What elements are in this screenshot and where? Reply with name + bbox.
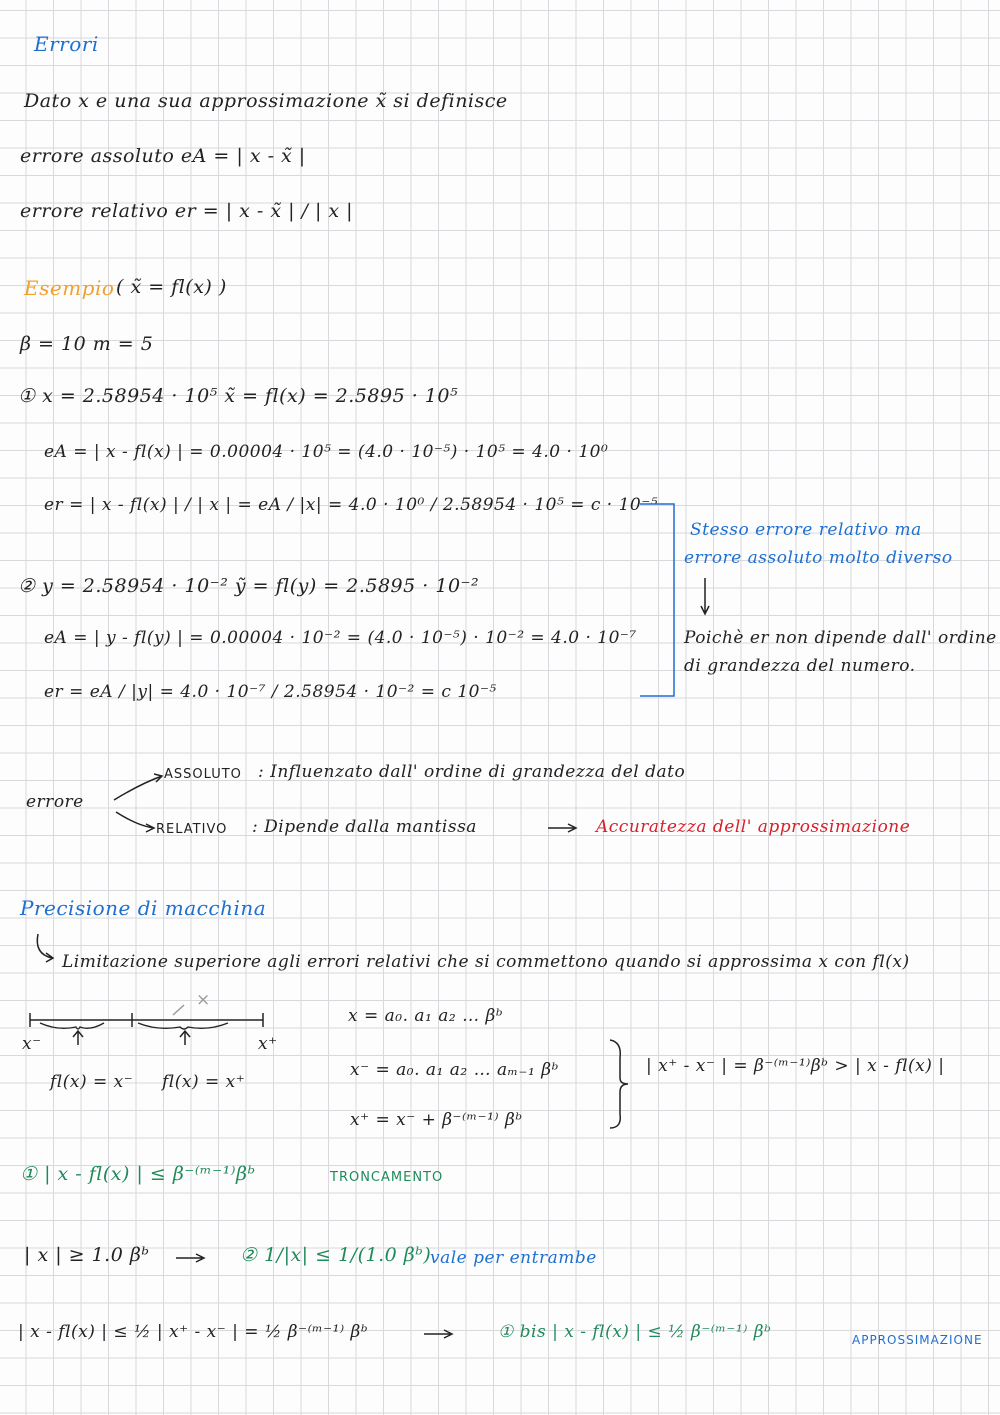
axis-xplus: x⁺ (258, 1034, 278, 1054)
troncamento-eq: ① | x - fl(x) | ≤ β⁻⁽ᵐ⁻¹⁾βᵇ (20, 1163, 256, 1185)
fl-equals-xplus: fl(x) = x⁺ (162, 1072, 246, 1092)
side-note-1: Stesso errore relativo ma (690, 520, 922, 540)
xplus-definition: x⁺ = x⁻ + β⁻⁽ᵐ⁻¹⁾ βᵇ (350, 1110, 523, 1130)
ex2-line1: ② y = 2.58954 · 10⁻² ỹ = fl(y) = 2.5895 · 10⁻² (18, 575, 480, 597)
relativo-desc: : Dipende dalla mantissa (252, 817, 477, 837)
side-note-2: errore assoluto molto diverso (684, 548, 953, 568)
title-errori: Errori (34, 32, 99, 56)
reciprocal-inequality: ② 1/|x| ≤ 1/(1.0 βᵇ) (240, 1244, 432, 1266)
brace-result: | x⁺ - x⁻ | = β⁻⁽ᵐ⁻¹⁾βᵇ > | x - fl(x) | (646, 1056, 945, 1076)
axis-xminus: x⁻ (22, 1034, 42, 1054)
fl-equals-xminus: fl(x) = x⁻ (50, 1072, 134, 1092)
precisione-title: Precisione di macchina (20, 896, 267, 920)
errore-label: errore (26, 792, 84, 812)
abs-inequality: | x | ≥ 1.0 βᵇ (24, 1244, 150, 1266)
esempio-def: ( x̃ = fl(x) ) (116, 276, 227, 298)
cross-mark: × (196, 990, 211, 1010)
ex2-line3: er = eA / |y| = 4.0 · 10⁻⁷ / 2.58954 · 10⁻² = c 10⁻⁵ (44, 682, 497, 702)
relative-error-def: errore relativo er = | x - x̃ | / | x | (20, 200, 354, 222)
arrow-right-icon-2 (176, 1252, 208, 1264)
approssimazione-label: APPROSSIMAZIONE (852, 1333, 983, 1347)
ex1-line1: ① x = 2.58954 · 10⁵ x̃ = fl(x) = 2.5895 · 10⁵ (18, 385, 459, 407)
absolute-error-def: errore assoluto eA = | x - x̃ | (20, 145, 306, 167)
curly-brace (606, 1038, 630, 1130)
x-definition: x = a₀. a₁ a₂ … βᵇ (348, 1006, 504, 1026)
precisione-definition: Limitazione superiore agli errori relativi che si commettono quando si approssima x con fl(x) (62, 952, 910, 972)
assoluto-label: ASSOLUTO (164, 767, 242, 782)
esempio-label: Esempio (24, 276, 115, 300)
arrow-right-icon (548, 822, 580, 834)
accuratezza-text: Accuratezza dell' approssimazione (596, 817, 911, 837)
hook-arrow-icon (34, 934, 58, 964)
params: β = 10 m = 5 (20, 333, 154, 355)
bis-equation: ① bis | x - fl(x) | ≤ ½ β⁻⁽ᵐ⁻¹⁾ βᵇ (498, 1322, 772, 1342)
vale-per-entrambe: vale per entrambe (430, 1248, 597, 1268)
side-explanation-2: di grandezza del numero. (684, 656, 916, 676)
right-bracket (640, 500, 680, 700)
down-arrow (700, 578, 710, 618)
relativo-label: RELATIVO (156, 822, 228, 837)
number-line (28, 995, 268, 1045)
intro-text: Dato x e una sua approssimazione x̃ si definisce (24, 90, 508, 112)
arrow-right-icon-3 (424, 1328, 456, 1340)
xminus-definition: x⁻ = a₀. a₁ a₂ … aₘ₋₁ βᵇ (350, 1060, 559, 1080)
assoluto-desc: : Influenzato dall' ordine di grandezza del dato (258, 762, 686, 782)
ex2-line2: eA = | y - fl(y) | = 0.00004 · 10⁻² = (4.0 · 10⁻⁵) · 10⁻² = 4.0 · 10⁻⁷ (44, 628, 637, 648)
ex1-line2: eA = | x - fl(x) | = 0.00004 · 10⁵ = (4.0 · 10⁻⁵) · 10⁵ = 4.0 · 10⁰ (44, 442, 609, 462)
side-explanation-1: Poichè er non dipende dall' ordine (684, 628, 997, 648)
troncamento-label: TRONCAMENTO (330, 1170, 444, 1185)
ex1-line3: er = | x - fl(x) | / | x | = eA / |x| = 4.0 · 10⁰ / 2.58954 · 10⁵ = c · 10⁻⁵ (44, 495, 659, 515)
approx-equation: | x - fl(x) | ≤ ½ | x⁺ - x⁻ | = ½ β⁻⁽ᵐ⁻¹⁾ βᵇ (18, 1322, 369, 1342)
